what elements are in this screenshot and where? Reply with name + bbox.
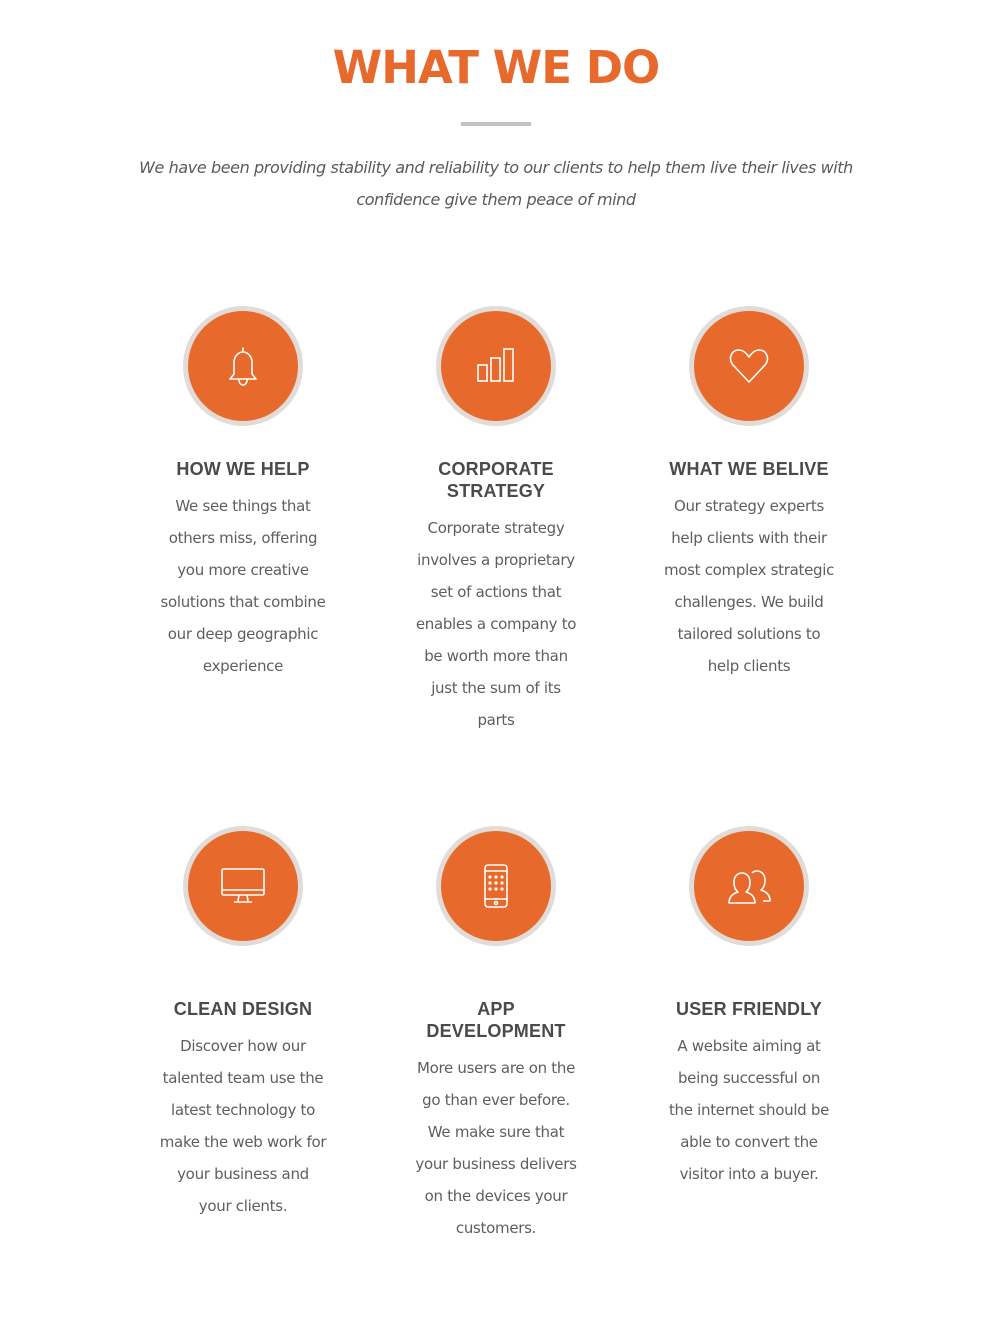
service-text-line: talented team use the — [162, 1069, 324, 1087]
section-intro: We have been providing stability and reliability to our clients to help them live their lives with confidence give them peace of mind — [139, 158, 853, 209]
service-title: DEVELOPMENT — [426, 1021, 566, 1041]
service-text-line: you more creative — [177, 561, 309, 579]
service-text-line: your clients. — [198, 1197, 288, 1215]
service-text-line: Our strategy experts — [673, 497, 825, 515]
service-text-line: your business and — [177, 1165, 309, 1183]
service-app-development — [396, 826, 596, 1266]
service-title: CLEAN DESIGN — [173, 999, 313, 1019]
service-text-line: involves a proprietary — [417, 551, 575, 569]
service-text-line: your business delivers — [415, 1155, 577, 1173]
service-title: CORPORATE — [438, 459, 554, 479]
service-text-line: We see things that — [175, 497, 311, 515]
service-icon-circle — [436, 826, 556, 946]
service-title: HOW WE HELP — [176, 459, 310, 479]
heart-icon — [726, 343, 772, 389]
service-corporate-strategy — [396, 306, 596, 746]
service-text-line: experience — [202, 657, 284, 675]
service-text-line: latest technology to — [170, 1101, 316, 1119]
service-user-friendly — [649, 826, 849, 1226]
service-text-line: help clients with their — [671, 529, 827, 547]
service-text-line: make the web work for — [159, 1133, 327, 1151]
section-title: WHAT WE DO — [332, 41, 660, 94]
service-text-line: the internet should be — [668, 1101, 830, 1119]
service-text-line: Discover how our — [180, 1037, 306, 1055]
service-text-line: go than ever before. — [422, 1091, 570, 1109]
service-text-line: being successful on — [677, 1069, 821, 1087]
service-what-we-belive — [649, 306, 849, 726]
service-text-line: customers. — [455, 1219, 537, 1237]
service-text-line: on the devices your — [424, 1187, 568, 1205]
service-text-line: be worth more than — [424, 647, 568, 665]
service-text-line: challenges. We build — [674, 593, 824, 611]
service-text-line: visitor into a buyer. — [679, 1165, 819, 1183]
service-title: WHAT WE BELIVE — [669, 459, 829, 479]
service-title: USER FRIENDLY — [676, 999, 822, 1019]
service-icon-circle — [436, 306, 556, 426]
service-text-line: We make sure that — [427, 1123, 565, 1141]
service-clean-design — [143, 826, 343, 1246]
service-text-line: parts — [477, 711, 515, 729]
smartphone-icon — [473, 863, 519, 909]
service-text-line: enables a company to — [415, 615, 577, 633]
service-text-line: More users are on the — [416, 1059, 576, 1077]
service-how-we-help — [143, 306, 343, 726]
desktop-icon — [220, 863, 266, 909]
service-title: APP — [477, 999, 515, 1019]
service-text-line: Corporate strategy — [427, 519, 565, 537]
users-icon — [726, 863, 772, 909]
service-icon-circle — [183, 826, 303, 946]
service-text-line: just the sum of its — [431, 679, 561, 697]
service-text-line: help clients — [707, 657, 791, 675]
service-text-line: our deep geographic — [167, 625, 319, 643]
service-text-line: able to convert the — [680, 1133, 818, 1151]
service-icon-circle — [689, 826, 809, 946]
service-icon-circle — [689, 306, 809, 426]
service-text-line: most complex strategic — [663, 561, 835, 579]
service-text-line: solutions that combine — [160, 593, 326, 611]
service-text-line: others miss, offering — [168, 529, 318, 547]
bar-chart-icon — [473, 343, 519, 389]
service-text-line: A website aiming at — [677, 1037, 821, 1055]
bell-icon — [220, 343, 266, 389]
service-title: STRATEGY — [446, 481, 546, 501]
service-icon-circle — [183, 306, 303, 426]
title-divider — [461, 122, 531, 126]
service-text-line: tailored solutions to — [677, 625, 821, 643]
service-text-line: set of actions that — [430, 583, 562, 601]
